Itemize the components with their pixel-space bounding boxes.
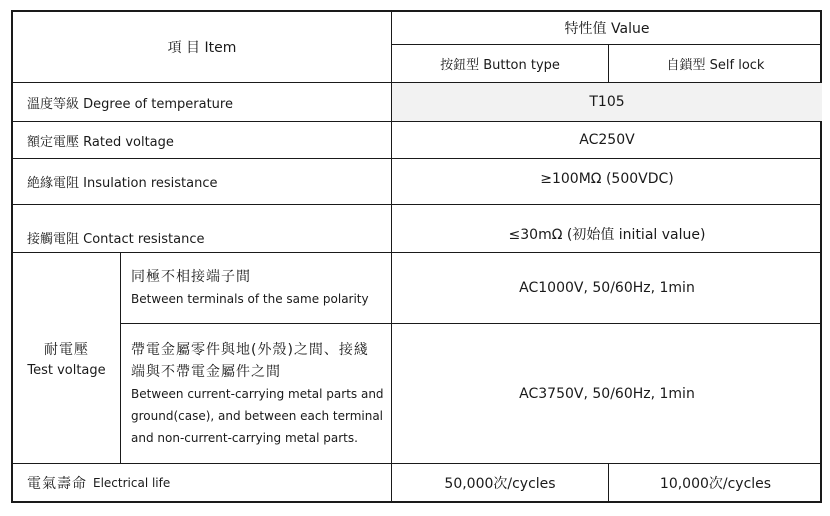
value-header-label: 特性值 Value [564,21,650,37]
button-type-label: 按鈕型 Button type [440,58,560,73]
test-sub1-value-cell [392,253,822,323]
test-sub1-cn: 同極不相接端子間 [131,269,251,285]
electrical-life-self-lock-cell [609,464,822,501]
insulation-value: ≥100MΩ (500VDC) [540,171,674,187]
value-header [392,12,822,44]
test-sub2-en2: ground(case), and between each terminal [131,408,384,423]
insulation-value-cell [392,159,822,204]
temperature-label-cell [13,83,391,121]
spec-table [11,10,822,503]
test-sub1-en: Between terminals of the same polarity [131,292,369,306]
voltage-value-cell [392,122,822,158]
test-sub1-value: AC1000V, 50/60Hz, 1min [519,280,695,296]
contact-label: 接觸電阻 Contact resistance [27,232,205,247]
test-sub2-en1: Between current-carrying metal parts and [131,386,384,401]
contact-value: ≤30mΩ (初始值 initial value) [508,226,706,243]
temperature-label: 溫度等級 Degree of temperature [27,96,233,112]
test-sub2-cn2: 端與不帶電金屬件之間 [131,363,281,380]
item-header [13,12,391,82]
self-lock-header [609,45,822,82]
test-sub2-label-cell [121,324,391,463]
test-sub2-value: AC3750V, 50/60Hz, 1min [519,385,695,402]
insulation-label: 絶緣電阻 Insulation resistance [27,176,218,191]
test-voltage-label-cn: 耐電壓 [44,341,89,358]
electrical-life-button-value: 50,000次/cycles [444,475,556,492]
test-sub2-cn1: 帶電金屬零件與地(外殼)之間、接綫 [131,341,369,358]
self-lock-label: 自鎖型 Self lock [666,58,765,73]
test-sub2-en3: and non-current-carrying metal parts. [131,430,358,445]
contact-label-cell [13,205,391,252]
temperature-value-cell [392,83,822,121]
electrical-life-self-lock-value: 10,000次/cycles [659,475,772,492]
voltage-label: 額定電壓 Rated voltage [27,134,174,150]
test-sub2-value-cell [392,324,822,463]
item-header-label: 項 目 Item [167,40,237,56]
voltage-value: AC250V [579,132,635,148]
electrical-life-label-cn: 電氣壽命 [27,475,87,492]
electrical-life-label-en: Electrical life [93,475,171,490]
electrical-life-button-cell [392,464,608,501]
button-type-header [392,45,608,82]
contact-value-cell [392,205,822,252]
test-sub1-label-cell [121,253,391,323]
electrical-life-label-cell [13,464,391,501]
insulation-label-cell [13,159,391,204]
temperature-value: T105 [589,94,625,110]
test-voltage-label-cell [13,253,120,463]
voltage-label-cell [13,122,391,158]
test-voltage-label-en: Test voltage [27,362,106,378]
